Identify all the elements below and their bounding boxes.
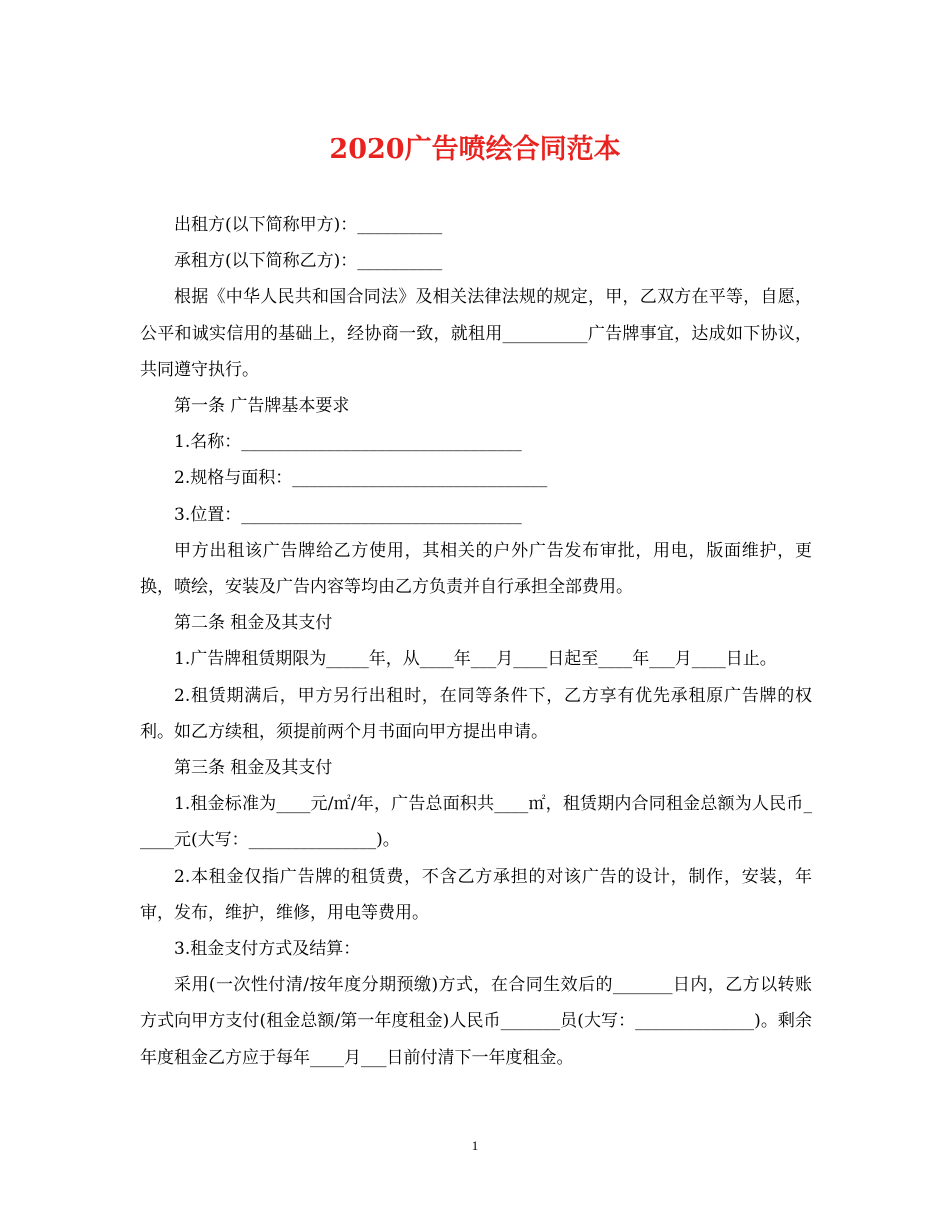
article-3-item-rent-scope: 2.本租金仅指广告牌的租赁费，不含乙方承担的对该广告的设计，制作，安装，年审，发布，维护，维修，用电等费用。 xyxy=(140,866,812,923)
article-3-heading: 第三条 租金及其支付 xyxy=(174,758,333,779)
article-1-heading: 第一条 广告牌基本要求 xyxy=(174,396,350,417)
preamble-paragraph: 根据《中华人民共和国合同法》及相关法律法规的规定，甲，乙双方在平等，自愿，公平和诚实信用的基础上，经协商一致，就租用__________广告牌事宜，达成如下协议，共同遵守执行。 xyxy=(140,287,812,380)
document-title: 2020广告喷绘合同范本 xyxy=(329,134,621,165)
article-2-item-term: 1.广告牌租赁期限为_____年，从____年___月____日起至____年___月____日止。 xyxy=(174,649,777,670)
article-1-item-location: 3.位置：_________________________________ xyxy=(174,504,522,525)
article-1-responsibility-paragraph: 甲方出租该广告牌给乙方使用，其相关的户外广告发布审批，用电，版面维护，更换，喷绘，安装及广告内容等均由乙方负责并自行承担全部费用。 xyxy=(140,540,812,598)
article-3-item-rent-standard: 1.租金标准为____元/㎡/年，广告总面积共____㎡，租赁期内合同租金总额为人民币_____元(大写：_______________)。 xyxy=(140,794,812,851)
article-1-item-size: 2.规格与面积：______________________________ xyxy=(174,468,548,489)
article-2-heading: 第二条 租金及其支付 xyxy=(174,613,333,634)
lessor-line: 出租方(以下简称甲方)：__________ xyxy=(174,215,443,235)
article-1-item-name: 1.名称：_________________________________ xyxy=(174,432,522,453)
article-2-item-renewal: 2.租赁期满后，甲方另行出租时，在同等条件下，乙方享有优先承租原广告牌的权利。如乙方续租，须提前两个月书面向甲方提出申请。 xyxy=(140,685,812,742)
payment-terms-paragraph: 采用(一次性付清/按年度分期预缴)方式，在合同生效后的_______日内，乙方以转账方式向甲方支付(租金总额/第一年度租金)人民币_______员(大写：______________)。剩余年度租金乙方应于每年____月___日前付清下一年度租金。 xyxy=(140,975,812,1068)
article-3-item-payment-method: 3.租金支付方式及结算： xyxy=(174,939,361,960)
lessee-line: 承租方(以下简称乙方)：__________ xyxy=(174,251,443,272)
page-number: 1 xyxy=(471,1138,479,1153)
document-body xyxy=(140,207,812,1076)
